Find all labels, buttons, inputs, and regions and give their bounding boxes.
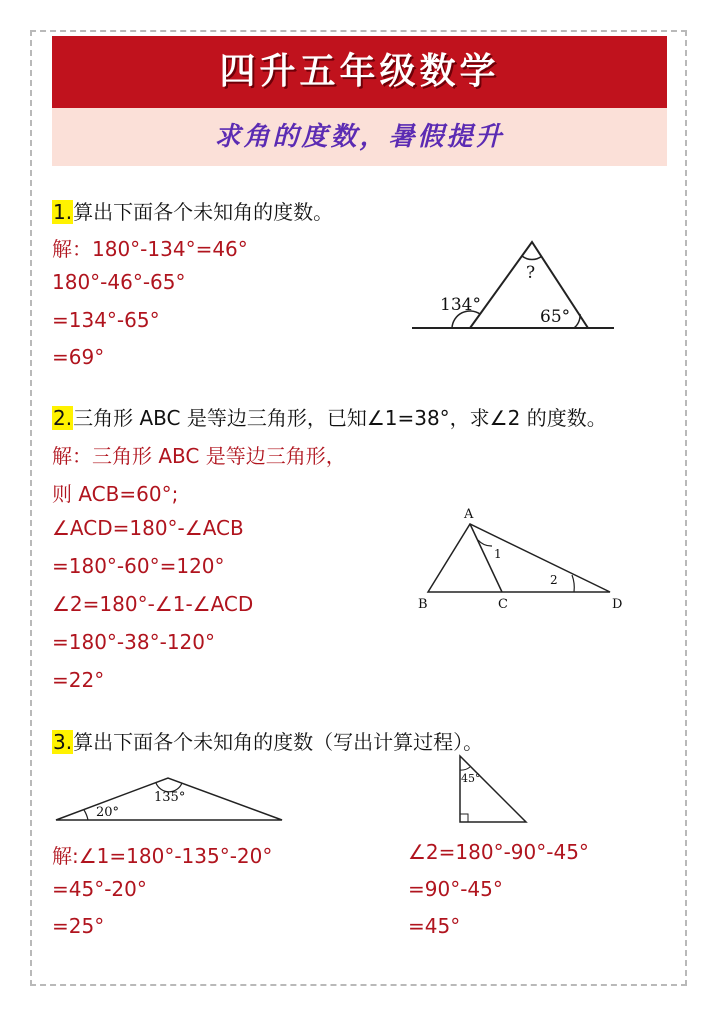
q2-answer-line-2: 则 ACB=60°;: [52, 482, 179, 506]
q3-angle-label-20: 20°: [96, 805, 120, 820]
q1-answer-line-2: 180°-46°-65°: [52, 270, 186, 294]
q3-answer1-line-3: =25°: [52, 914, 105, 938]
q2-triangle-figure: [410, 500, 636, 614]
q2-angle-label-2: 2: [550, 573, 558, 587]
q3-figure-2: [450, 752, 530, 826]
question-3: [52, 726, 483, 755]
q1-angle-label-unknown: ?: [526, 263, 536, 283]
q3-answer2-line-2: =90°-45°: [408, 877, 503, 901]
q1-answer-line-1: 解：180°-134°=46°: [52, 237, 248, 261]
q1-answer-line-4: =69°: [52, 345, 105, 369]
q3-answer1-line-2: =45°-20°: [52, 877, 147, 901]
q2-answer-line-3: ∠ACD=180°-∠ACB: [52, 516, 244, 540]
question-3-text: 算出下面各个未知角的度数（写出计算过程）。: [73, 730, 484, 754]
q2-angle-label-1: 1: [494, 547, 502, 561]
q3-right-angle-mark: [460, 814, 468, 822]
q1-answer-line-3: =134°-65°: [52, 308, 160, 332]
q3-angle-label-45: 45°: [461, 772, 481, 785]
q2-triangle-abd: [428, 524, 610, 592]
q1-angle-label-134: 134°: [440, 295, 481, 315]
q1-angle-arc-top: [522, 256, 542, 260]
q3-angle-label-135: 135°: [154, 790, 186, 805]
question-2-text: 三角形 ABC 是等边三角形，已知∠1=38°，求∠2 的度数。: [73, 406, 607, 430]
q3-answer2-line-1: ∠2=180°-90°-45°: [408, 840, 589, 864]
q2-answer-line-5: ∠2=180°-∠1-∠ACD: [52, 592, 254, 616]
q2-answer-line-7: =22°: [52, 668, 105, 692]
question-2: [52, 402, 607, 431]
question-1-number: 1.: [53, 200, 73, 224]
q2-label-d: D: [612, 597, 623, 612]
q2-answer-line-6: =180°-38°-120°: [52, 630, 215, 654]
q3-figure-1: [50, 770, 290, 826]
q2-answer-line-1: 解：三角形 ABC 是等边三角形，: [52, 444, 346, 468]
q1-angle-label-65: 65°: [540, 307, 571, 327]
q2-answer-line-4: =180°-60°=120°: [52, 554, 225, 578]
question-1: [52, 196, 333, 225]
q3-angle-arc-45: [460, 767, 470, 770]
q1-triangle: [470, 242, 588, 328]
q3-triangle-2: [460, 756, 526, 822]
question-1-text: 算出下面各个未知角的度数。: [73, 200, 334, 224]
q3-answer2-line-3: =45°: [408, 914, 461, 938]
q3-answer1-line-1: 解:∠1=180°-135°-20°: [52, 844, 273, 868]
q3-angle-arc-20: [84, 810, 88, 820]
q1-triangle-figure: [408, 232, 618, 338]
question-2-number: 2.: [53, 406, 73, 430]
q2-label-c: C: [498, 597, 508, 612]
q2-angle-arc-2: [572, 575, 574, 592]
page-title: 四升五年级数学: [52, 36, 667, 108]
question-3-number: 3.: [53, 730, 73, 754]
page-subtitle: 求角的度数，暑假提升: [52, 108, 667, 166]
q2-label-b: B: [418, 597, 428, 612]
q2-label-a: A: [464, 507, 474, 522]
